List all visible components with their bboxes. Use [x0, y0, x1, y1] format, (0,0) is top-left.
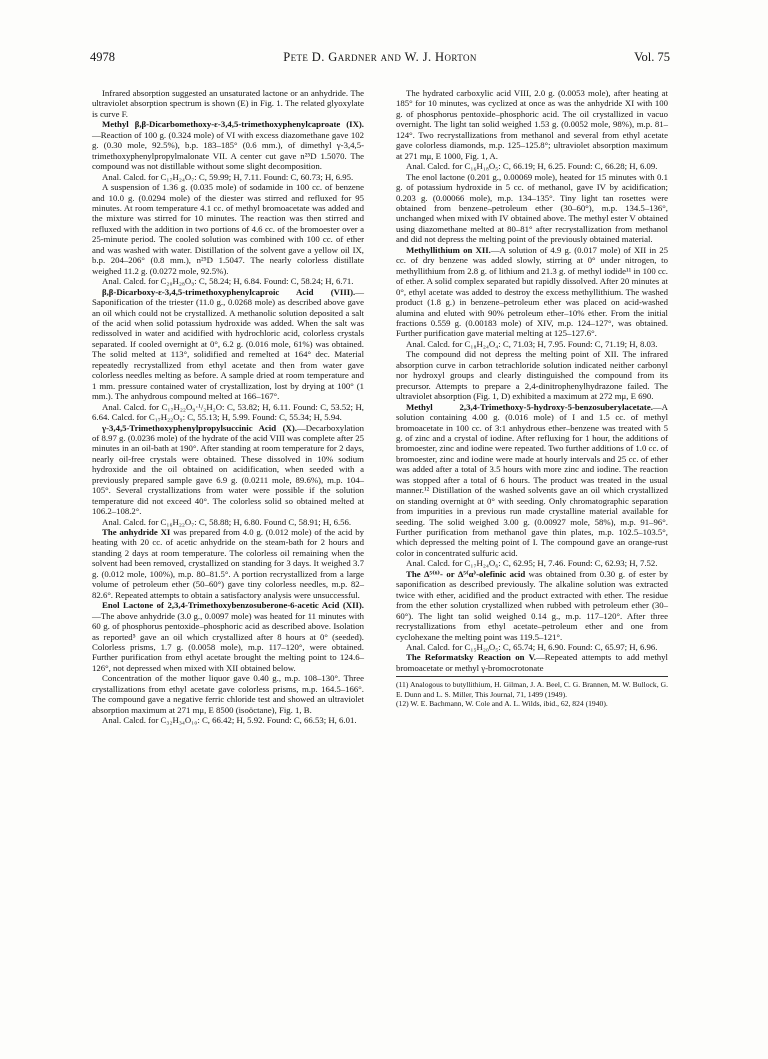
analysis-line: Anal. Calcd. for C₁₈H₂₄O₄: C, 71.03; H, 7.95. Found: C, 71.19; H, 8.03. — [406, 338, 658, 349]
paragraph — [92, 119, 364, 171]
paragraph-body: —Repeated attempts to add methyl bromoacetate or methyl γ-bromocrotonate — [396, 652, 668, 673]
footnote-11: (11) Analogous to butyllithium, H. Gilman, J. A. Beel, C. G. Brannen, M. W. Bullock, G. E. Dunn and L. S. Miller, This Journal, 71, 1499 (1949). — [396, 680, 668, 699]
analysis-line: Anal. Calcd. for C₁₆H₂₂O₇: C, 58.88; H, 6.80. Found C, 58.91; H, 6.56. — [102, 516, 352, 527]
paragraph-body: was prepared from 4.0 g. (0.012 mole) of the acid by heating with 20 cc. of acetic anhydride on the steam-bath for 2 hours and standing 2 days at room temperature. The colorless oil remaining when the solvent had been removed, crystallized on standing for 3 days. It weighed 3.7 g. (0.012 mole, 100%), m.p. 80–81.5°. A portion recrystallized from a large volume of petroleum ether (50–60°) gave tiny colorless needles, m.p. 82–82.6°. Repeated attempts to obtain a satisfactory analysis were unsuccessful. — [92, 527, 364, 600]
paragraph — [396, 402, 668, 559]
section-heading: Enol Lactone of 2,3,4-Trimethoxybenzosuberone-6-acetic Acid (XII). — [102, 600, 364, 611]
section-heading: The anhydride XI — [102, 527, 171, 538]
paragraph: The hydrated carboxylic acid VIII, 2.0 g. (0.0053 mole), after heating at 185° for 10 minutes, was cyclized at once as was the anhydride XI with 100 g. of phosphorus pentoxide–phosphoric acid. The oil crystallized in vacuo overnight. The light tan solid weighed 1.53 g. (0.0052 mole, 98%), m.p. 81–124°. Two recrystallizations from methanol and several from ethyl acetate gave colorless diamonds, m.p. 125–125.8°; ultraviolet absorption maximum at 271 mμ, E 1000, Fig. 1, A. — [396, 88, 668, 161]
paragraph — [92, 600, 364, 673]
paragraph — [92, 527, 364, 600]
analysis-line: Anal. Calcd. for C₁₇H₂₂O₉·¹/₂H₂O: C, 53.82; H, 6.11. Found: C, 53.52; H, 6.64. Calcd. for C₁₇H₂₂O₉: C, 55.13; H, 5.99. Found: C, 55.34; H, 5.94. — [92, 401, 364, 423]
paragraph — [92, 423, 364, 517]
paragraph: Concentration of the mother liquor gave 0.40 g., m.p. 108–130°. Three crystallizations from ethyl acetate gave colorless prisms, m.p. 164.5–166°. The compound gave a negative ferric chloride test and showed an ultraviolet absorption maximum at 271 mμ, E 8500 (isoöctane), Fig. 1, B. — [92, 673, 364, 715]
paragraph: The enol lactone (0.201 g., 0.00069 mole), heated for 15 minutes with 0.1 g. of potassium hydroxide in 5 cc. of methanol, gave IV by acidification; 0.203 g. (0.00066 mole), m.p. 134–135°. Tiny light tan rosettes were obtained from benzene–petroleum ether (30–60°), m.p. 134.5–136°, unchanged when mixed with IV obtained above. The methyl ester V obtained using diazomethane melted at 80–81° after recrystallization from methanol and did not depress the melting point of the previously obtained material. — [396, 171, 668, 245]
analysis-line: Anal. Calcd. for C₂₀H₂₈O₉: C, 58.24; H, 6.84. Found: C, 58.24; H, 6.71. — [102, 276, 354, 287]
page-header — [90, 50, 670, 68]
paragraph-body: —A solution of 4.9 g. (0.017 mole) of XII in 25 cc. of dry benzene was added slowly, stirring at 0° under nitrogen, to methyllithium from 2.8 g. of lithium and 21.3 g. of methyl iodide¹¹ in 100 cc. of ether. A solid complex separated but rapidly dissolved. After 20 minutes at 0°, ethyl acetate was added to destroy the excess methyllithium. The washed product (1.8 g.) in benzene–petroleum ether was placed on acid-washed alumina and eluted with 90% petroleum ether–10% ether. From the initial fractions 0.559 g. (0.00183 mole) of XIV, m.p. 124–127°, was obtained. Further purification gave material melting at 125–127.6°. — [396, 244, 669, 339]
paragraph: The compound did not depress the melting point of XII. The infrared absorption curve in carbon tetrachloride solution indicated neither carbonyl nor hydroxyl groups and clearly distinguished the compound from its precursor. Attempts to prepare a 2,4-dinitrophenylhydrazone failed. The ultraviolet absorption (Fig. 1, D) exhibited a maximum at 272 mμ, E 690. — [396, 349, 668, 402]
paragraph-body: was obtained from 0.30 g. of ester by saponification as described previously. The alkaline solution was extracted twice with ether, acidified and the product extracted with ether. The residue from the ether solution crystallized when rubbed with petroleum ether (30–60°). The light tan solid weighed 0.14 g., m.p. 117–120°. After three recrystallizations from ethyl acetate–petroleum ether and one from cyclohexane the melting point was 119.5–121°. — [396, 568, 668, 642]
volume-label: Vol. 75 — [634, 50, 670, 64]
analysis-line: Anal. Calcd. for C₁₇H₂₄O₆: C, 62.95; H, 7.46. Found: C, 62.93; H, 7.52. — [406, 558, 658, 569]
paragraph-body: —Decarboxylation of 8.97 g. (0.0236 mole) of the hydrate of the acid VIII was complete after 25 minutes in an oil-bath at 190°. After standing at room temperature for 2 days, nearly oil-free crystals were obtained. These dissolved in 10% sodium hydroxide and the oil obtained on acidification, when seeded with a previously prepared sample gave 6.9 g. (0.0211 mole, 89.6%), m.p. 104–105°. Several crystallizations from water were possible if the solution temperature did not exceed 40°. The colorless solid so obtained melted at 106.2–108.2°. — [92, 422, 364, 517]
paragraph: A suspension of 1.36 g. (0.035 mole) of sodamide in 100 cc. of benzene and 10.0 g. (0.0294 mole) of the diester was stirred and refluxed for 95 minutes. At room temperature 4.1 cc. of methyl bromoacetate was added and the mixture was stirred for 10 minutes. The reaction was then stirred and refluxed with the addition in two portions of 4.6 cc. of the bromoester over a 25-minute period. The cooled solution was combined with 100 cc. of ether and was washed with water. Distillation of the solvent gave a yellow oil IX, b.p. 204–206° (0.8 mm.), n²⁵D 1.5047. The nearly colorless distillate weighed 11.2 g. (0.0272 mole, 92.5%). — [92, 182, 364, 276]
section-heading: Methyl β,β-Dicarbomethoxy-ε-3,4,5-trimethoxyphenylcaproate (IX). — [102, 119, 364, 130]
paragraph-body: —The above anhydride (3.0 g., 0.0097 mole) was heated for 11 minutes with 60 g. of phosphorus pentoxide–phosphoric acid as described above. Isolation as reported⁵ gave an oil which crystallized after 8 hours at 0° (seeded). Colorless prisms, 1.7 g. (0.0058 mole), m.p. 117–120°, were obtained. Further purification from ethyl acetate brought the melting point to 124.6–126°, not depressed when mixed with XII obtained below. — [92, 610, 364, 673]
paragraph-body: —Saponification of the triester (11.0 g., 0.0268 mole) as described above gave an oil which could not be crystallized. A methanolic solution deposited a salt of the acid when solid potassium hydroxide was added. When the salt was redissolved in water and acidified with hydrochloric acid, colorless crystals separated. If cooled overnight at 0°, 6.2 g. (0.016 mole, 61%) was obtained. The solid melted at 113°, solidified and remelted at 164° dec. Material repeatedly recrystallized from ethyl acetate and then from water gave colorless needles melting as before. A sample dried at room temperature and 1 mm. pressure contained water of crystallization, lost by drying at 100° (1 mm.). The anhydrous compound melted at 166–167°. — [92, 286, 364, 402]
paragraph — [92, 287, 364, 402]
page-number: 4978 — [90, 50, 115, 64]
right-column — [396, 88, 668, 709]
paragraph — [396, 245, 668, 339]
analysis-line: Anal. Calcd. for C₁₇H₂₄O₇: C, 59.99; H, 7.11. Found: C, 60.73; H, 6.95. — [102, 171, 354, 182]
left-column — [92, 88, 364, 726]
section-heading: The Reformatsky Reaction on V. — [406, 652, 536, 663]
paragraph-body: —Reaction of 100 g. (0.324 mole) of VI with excess diazomethane gave 102 g. (0.30 mole, 92.5%), b.p. 183–185° (0.6 mm.), of dimethyl γ-3,4,5-trimethoxyphenylpropylmalonate VII. A center cut gave n²⁵D 1.5070. The compound was not distillable without some slight decomposition. — [92, 129, 364, 172]
section-heading: γ-3,4,5-Trimethoxyphenylpropylsuccinic Acid (X). — [102, 422, 297, 433]
section-heading: Methyllithium on XII. — [406, 244, 491, 255]
footnote-12: (12) W. E. Bachmann, W. Cole and A. L. Wilds, ibid., 62, 824 (1940). — [396, 699, 608, 709]
paragraph — [396, 652, 668, 673]
analysis-line: Anal. Calcd. for C₁₆H₁₈O₅: C, 66.19; H, 6.25. Found: C, 66.28; H, 6.09. — [406, 161, 658, 172]
footnotes — [396, 676, 668, 708]
section-heading: β,β-Dicarboxy-ε-3,4,5-trimethoxyphenylcaproic Acid (VIII). — [102, 286, 356, 297]
paragraph-body: —A solution containing 4.00 g. (0.016 mole) of I and 1.5 cc. of methyl bromoacetate in 100 cc. of 3:1 anhydrous ether–benzene was treated with 5 g. of zinc and a crystal of iodine. After refluxing for 1 hour, the additions of bromoester, zinc and iodine were repeated. Two further additions of 1.0 cc. of bromoester, zinc and iodine were made at hourly intervals and 25 cc. of ether was added after a total of 3.5 hours with more zinc and iodine. The reaction was stopped after a total of 6 hours. The product was treated in the usual manner.¹² Distillation of the washed solvents gave an oil which crystallized on standing overnight at 0° with seeding. Only chromatographic separation from impurities in a previous run made crystalline material available for seeding. The solid weighed 3.00 g. (0.00927 mole, 58%), m.p. 91–96°. Further purification from methanol gave thin plates, m.p. 102.5–103.5°, which depressed the melting point of I. The compound gave an orange-rust color in concentrated sulfuric acid. — [396, 401, 668, 558]
paragraph — [396, 569, 668, 642]
analysis-line: Anal. Calcd. for C₃₂H₃₄O₁₀: C, 66.42; H, 5.92. Found: C, 66.53; H, 6.01. — [102, 715, 357, 726]
running-head-authors: Pete D. Gardner and W. J. Horton — [283, 50, 477, 64]
section-heading: The Δ⁵⁽⁶⁾- or Δ⁵⁽α⁾-olefinic acid — [406, 568, 526, 579]
analysis-line: Anal. Calcd. for C₁₅H₂₀O₅: C, 65.74; H, 6.90. Found: C, 65.97; H, 6.96. — [406, 642, 658, 653]
paragraph: Infrared absorption suggested an unsaturated lactone or an anhydride. The ultraviolet absorption spectrum is shown (E) in Fig. 1. The related glyoxylate is curve F. — [92, 88, 364, 119]
section-heading: Methyl 2,3,4-Trimethoxy-5-hydroxy-5-benzosuberylacetate. — [406, 401, 653, 412]
